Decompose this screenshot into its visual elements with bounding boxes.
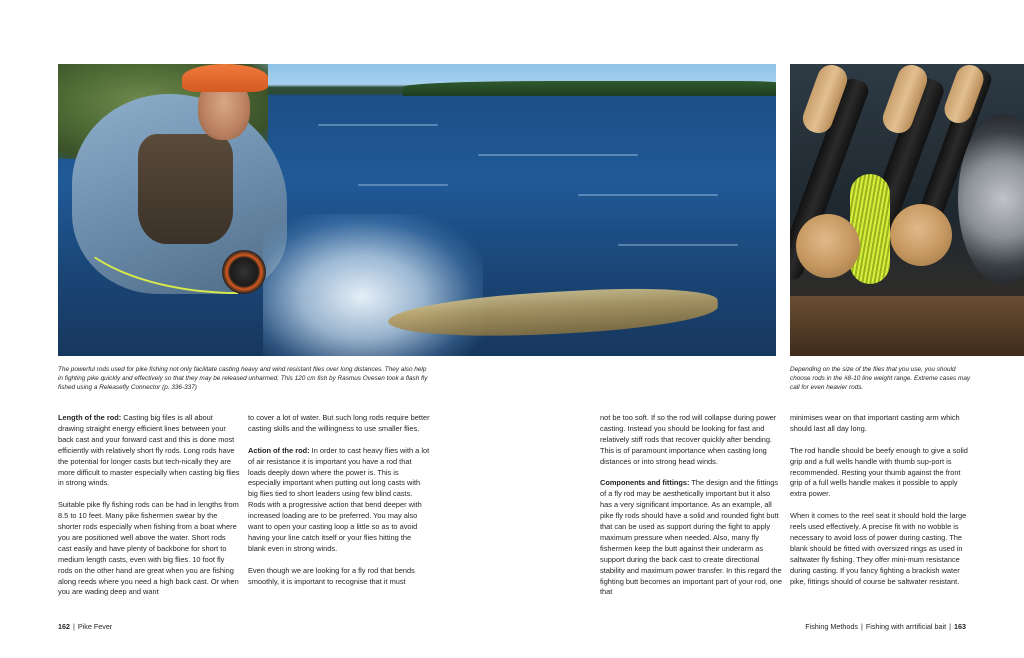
fly-reel — [222, 250, 266, 294]
book-title: Pike Fever — [77, 622, 113, 631]
side-photo-fly-rods — [790, 64, 1024, 356]
fly-line — [58, 204, 238, 294]
paragraph-text: Even though we are looking for a fly rod that bends smoothly, it is important to recognise that it must — [248, 565, 415, 586]
paragraph-text: The design and the fittings of a fly rod may be aesthetically important but it also has a very significant importance. As an example, all pike fly rods should have a solid and rounded fight butt that can be used as support during the fight to apply maximum pressure when needed. Also, many fly fishermen keep the butt against their underarm as support during the back cast to create directional stability and maximum power transfer. In this regard the fighting butt becomes an important part of your rod, one that — [600, 478, 782, 597]
paragraph-text: In order to cast heavy flies with a lot of air resistance it is important you have a rod that loads deeply down where the power is. This is especially important when putting out long casts with big flies tied to short leaders using few blind casts. Rods with a progressive action that bend deeper with increased loading are to be preferred. You may also want to open your casting loop a little so as to avoid having your line catch itself or your flies hitting the blank even in strong winds. — [248, 445, 430, 553]
footer-separator: | — [949, 622, 951, 631]
water-ripple — [618, 244, 738, 246]
paragraph-length-of-rod — [58, 413, 240, 489]
paragraph-text: When it comes to the reel seat it should hold the large reels used effectively. A precise fit with no wobble is necessary to avoid loss of power during casting. The blank should be fitted with oversized rings as used in saltwater fly fishing. They offer mini-mum resistance during casting. If you fancy fighting a brackish water pike, fittings should of course be saltwater resistant. — [790, 511, 967, 586]
text-column-2 — [248, 413, 430, 587]
subsection-title: Fishing with arrtificial bait — [865, 622, 947, 631]
photo-caption-left: The powerful rods used for pike fishing not only facilitate casting heavy and wind resistant flies over long distances. They also help in fighting pike quickly and effectively so that they may be released unharmed. This 120 cm fish by Rasmus Ovesen took a flash fly fished using a Releasefly Connector (p. 336-337) — [58, 366, 428, 391]
subheading-action-of-rod: Action of the rod: — [248, 445, 310, 455]
paragraph-text: not be too soft. If so the rod will collapse during power casting. Instead you should be looking for fast and relatively stiff rods that recover quickly after bending. This is of paramount importance when casting long distances or into strong head winds. — [600, 413, 777, 466]
page-number-left: 162 — [58, 622, 70, 631]
text-column-1 — [58, 413, 240, 598]
orange-cap — [182, 64, 268, 92]
footer-left — [58, 622, 112, 632]
far-shore-treeline — [403, 81, 776, 96]
paragraph-text: to cover a lot of water. But such long rods require better casting skills and the willingness to use smaller flies. — [248, 413, 430, 433]
section-title: Fishing Methods — [805, 622, 858, 631]
yellow-fly-line — [850, 174, 890, 284]
paragraph-text: Casting big files is all about drawing straight energy efficient lines between your back cast and your forward cast and this is done most efficiently with relatively short fly rods. Long rods have the potential for longer casts but tech-nically they are more difficult to master especially when casting big flies in strong winds. — [58, 413, 240, 488]
footer-separator: | — [73, 622, 75, 631]
paragraph-action-of-rod — [248, 446, 430, 555]
wooden-surface — [790, 296, 1024, 356]
photo-caption-right: Depending on the size of the flies that you use, you should choose rods in the #8-10 line weight range. Extreme cases may call for even heavier rods. — [790, 366, 971, 391]
fighting-butt — [796, 214, 860, 278]
text-column-4 — [790, 413, 972, 587]
main-photo-angler-releasing-pike — [58, 64, 776, 356]
footer-separator: | — [860, 622, 863, 631]
water-ripple — [578, 194, 718, 196]
water-ripple — [478, 154, 638, 156]
paragraph-components-fittings — [600, 478, 782, 598]
subheading-components-fittings: Components and fittings: — [600, 478, 690, 488]
page-number-right: 163 — [954, 622, 966, 631]
water-ripple — [358, 184, 448, 186]
subheading-length-of-rod: Length of the rod: — [58, 413, 122, 422]
paragraph-text: minimises wear on that important casting arm which should last all day long. — [790, 413, 960, 433]
footer-right — [805, 622, 966, 632]
text-column-3 — [600, 413, 782, 598]
paragraph-text: Suitable pike fly fishing rods can be had in lengths from 8.5 to 10 feet. Many pike fishermen swear by the shorter rods especially when fishing from a boat where you are positioned well above the water. Short rods cast easily and have plenty of backbone for short to medium length casts, even with big flies. 10 foot fly rods on the other hand are great when you are fishing along reeds where you need a high back cast. Or when you are wading deep and want — [58, 500, 239, 597]
fighting-butt — [890, 204, 952, 266]
paragraph-text: The rod handle should be beefy enough to give a solid grip and a full wells handle with thumb sup-port is recommended. Resting your thumb against the front grip of a full wells handle makes it possible to apply extra power. — [790, 445, 968, 499]
water-ripple — [318, 124, 438, 126]
